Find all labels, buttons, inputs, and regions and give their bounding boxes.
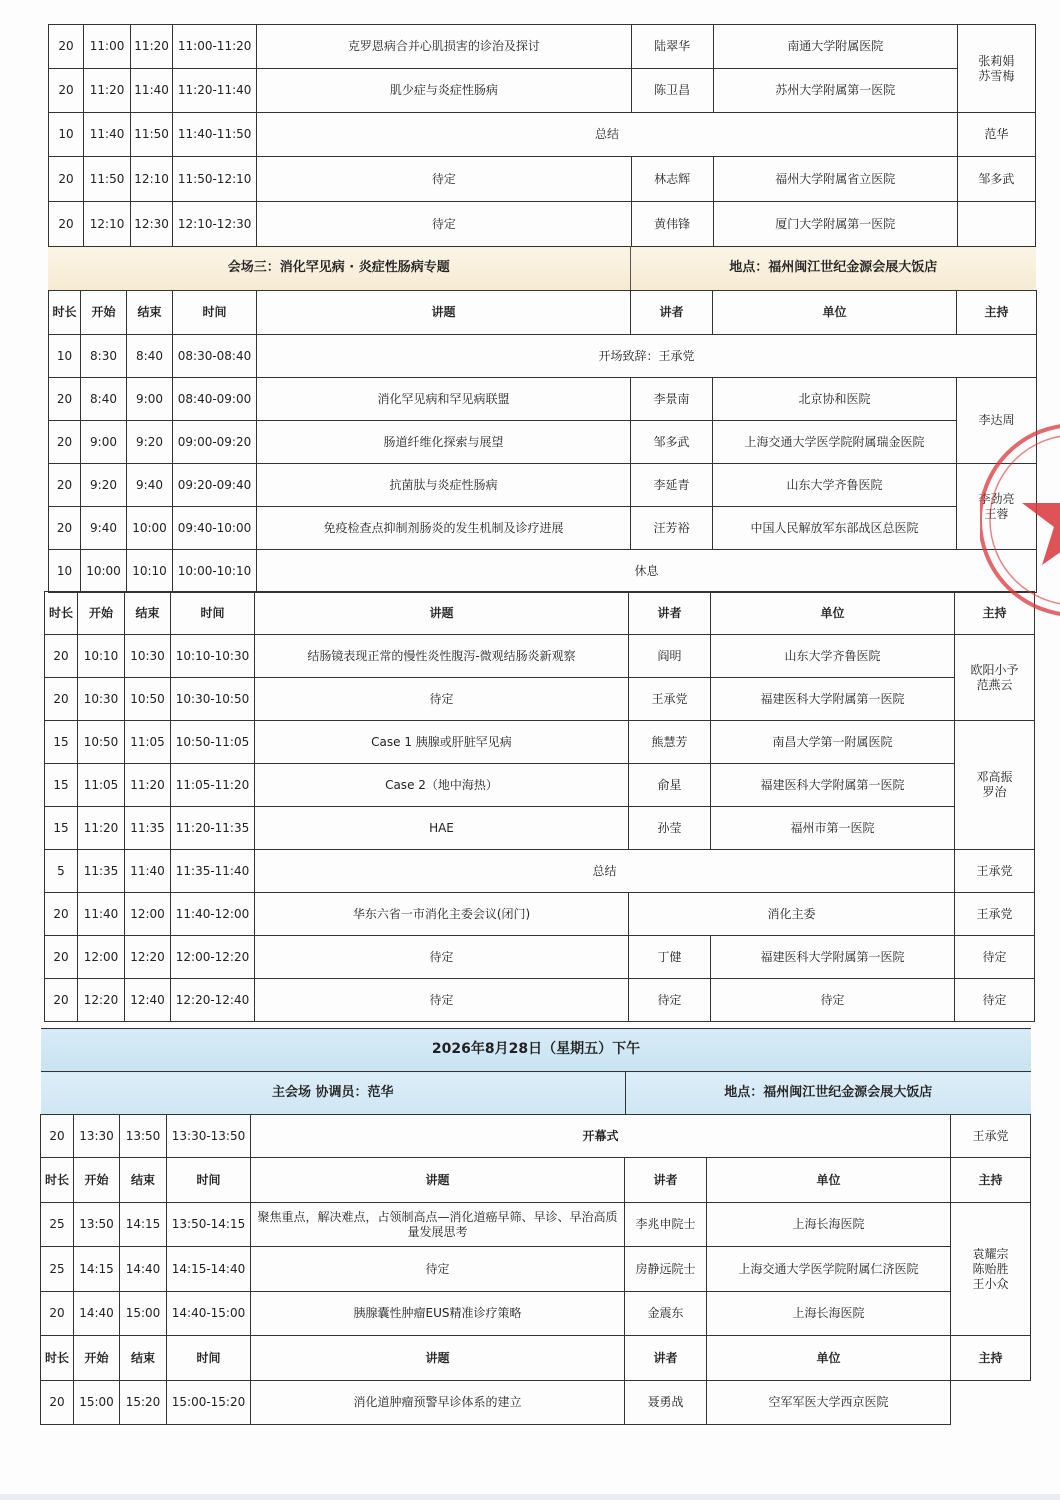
unit-cell: 山东大学齐鲁医院 bbox=[713, 464, 957, 507]
host-cell: 王承党 bbox=[951, 1115, 1031, 1158]
unit-cell: 福建医科大学附属第一医院 bbox=[711, 678, 955, 721]
unit-cell: 山东大学齐鲁医院 bbox=[711, 635, 955, 678]
speaker-cell: 李兆申院士 bbox=[625, 1203, 707, 1247]
unit-cell: 福建医科大学附属第一医院 bbox=[711, 936, 955, 979]
speaker-cell: 金震东 bbox=[625, 1292, 707, 1336]
table-row: 25 14:15 14:40 14:15-14:40 待定 房静远院士 上海交通大学医学院附属仁济医院 bbox=[41, 1247, 1031, 1292]
host-cell: 袁耀宗 陈贻胜 王小众 bbox=[951, 1203, 1031, 1336]
speaker-cell: 聂勇战 bbox=[625, 1381, 707, 1425]
table-row: 20 8:40 9:00 08:40-09:00 消化罕见病和罕见病联盟 李景南 北京协和医院 李达周 bbox=[49, 378, 1037, 421]
table-row: 10 8:30 8:40 08:30-08:40 开场致辞：王承党 bbox=[49, 335, 1037, 378]
schedule-table-morning-cont bbox=[48, 24, 1036, 247]
topic-cell: 免疫检查点抑制剂肠炎的发生机制及诊疗进展 bbox=[257, 507, 631, 550]
table-row: 20 14:40 15:00 14:40-15:00 胰腺囊性肿瘤EUS精准诊疗策略 金震东 上海长海医院 bbox=[41, 1292, 1031, 1336]
speaker-cell: 陆翠华 bbox=[631, 25, 713, 69]
table-row: 20 10:30 10:50 10:30-10:50 待定 王承党 福建医科大学附属第一医院 bbox=[45, 678, 1035, 721]
speaker-cell: 房静远院士 bbox=[625, 1247, 707, 1292]
main-session-title: 主会场 协调员：范华 bbox=[41, 1072, 625, 1115]
schedule-table-session-three-cont bbox=[44, 591, 1035, 1022]
topic-cell: 待定 bbox=[255, 678, 629, 721]
topic-cell: 结肠镜表现正常的慢性炎性腹泻-微观结肠炎新观察 bbox=[255, 635, 629, 678]
speaker-cell: 黄伟锋 bbox=[631, 202, 713, 247]
table-row: 15 11:05 11:20 11:05-11:20 Case 2（地中海热） 俞星 福建医科大学附属第一医院 bbox=[45, 764, 1035, 807]
table-row: 5 11:35 11:40 11:35-11:40 总结 王承党 bbox=[45, 850, 1035, 893]
host-cell: 王承党 bbox=[955, 893, 1035, 936]
table-header: 时长 开始 结束 时间 讲题 讲者 单位 主持 bbox=[45, 592, 1035, 635]
host-cell: 待定 bbox=[955, 936, 1035, 979]
speaker-cell: 丁健 bbox=[629, 936, 711, 979]
table-row: 15 10:50 11:05 10:50-11:05 Case 1 胰腺或肝脏罕见病 熊慧芳 南昌大学第一附属医院 邓高振 罗治 bbox=[45, 721, 1035, 764]
summary-cell: 总结 bbox=[255, 850, 955, 893]
unit-cell: 南昌大学第一附属医院 bbox=[711, 721, 955, 764]
day-banner bbox=[41, 1028, 1031, 1115]
speaker-cell: 熊慧芳 bbox=[629, 721, 711, 764]
topic-cell: HAE bbox=[255, 807, 629, 850]
speaker-cell: 孙莹 bbox=[629, 807, 711, 850]
opening-remarks: 开场致辞：王承党 bbox=[257, 335, 1037, 378]
unit-cell: 消化主委 bbox=[629, 893, 955, 936]
topic-cell: 消化罕见病和罕见病联盟 bbox=[257, 378, 631, 421]
table-row: 20 12:20 12:40 12:20-12:40 待定 待定 待定 待定 bbox=[45, 979, 1035, 1022]
unit-cell: 空军军医大学西京医院 bbox=[707, 1381, 951, 1425]
table-row: 20 11:20 11:40 11:20-11:40 肌少症与炎症性肠病 陈卫昌 苏州大学附属第一医院 bbox=[49, 69, 1036, 113]
session-three-header bbox=[48, 246, 1036, 291]
table-row: 20 11:00 11:20 11:00-11:20 克罗恩病合并心肌损害的诊治及探讨 陆翠华 南通大学附属医院 张莉娟 苏雪梅 bbox=[49, 25, 1036, 69]
host-cell: 待定 bbox=[955, 979, 1035, 1022]
topic-cell: 聚焦重点，解决难点，占领制高点—消化道癌早筛、早诊、早治高质量发展思考 bbox=[251, 1203, 625, 1247]
unit-cell: 福州市第一医院 bbox=[711, 807, 955, 850]
table-row: 20 11:50 12:10 11:50-12:10 待定 林志辉 福州大学附属省立医院 邹多武 bbox=[49, 157, 1036, 202]
host-cell: 王承党 bbox=[955, 850, 1035, 893]
summary-cell: 总结 bbox=[257, 113, 958, 157]
table-row: 20 13:30 13:50 13:30-13:50 开幕式 王承党 bbox=[41, 1115, 1031, 1158]
red-seal-stamp bbox=[980, 395, 1060, 645]
topic-cell: 待定 bbox=[255, 936, 629, 979]
unit-cell: 上海长海医院 bbox=[707, 1292, 951, 1336]
speaker-cell: 阎明 bbox=[629, 635, 711, 678]
host-cell bbox=[957, 202, 1035, 247]
topic-cell: 克罗恩病合并心肌损害的诊治及探讨 bbox=[257, 25, 631, 69]
speaker-cell: 陈卫昌 bbox=[631, 69, 713, 113]
topic-cell: 待定 bbox=[257, 157, 631, 202]
schedule-table-main-session bbox=[40, 1114, 1031, 1425]
unit-cell: 南通大学附属医院 bbox=[713, 25, 957, 69]
table-header: 时长 开始 结束 时间 讲题 讲者 单位 主持 bbox=[49, 291, 1037, 335]
topic-cell: 肌少症与炎症性肠病 bbox=[257, 69, 631, 113]
table-row: 10 10:00 10:10 10:00-10:10 休息 bbox=[49, 550, 1037, 593]
host-cell: 李劲亮 王蓉 bbox=[957, 464, 1037, 550]
unit-cell: 中国人民解放军东部战区总医院 bbox=[713, 507, 957, 550]
break-cell: 休息 bbox=[257, 550, 1037, 593]
speaker-cell: 林志辉 bbox=[631, 157, 713, 202]
table-row: 20 9:00 9:20 09:00-09:20 肠道纤维化探索与展望 邹多武 上海交通大学医学院附属瑞金医院 bbox=[49, 421, 1037, 464]
speaker-cell: 待定 bbox=[629, 979, 711, 1022]
topic-cell: 抗菌肽与炎症性肠病 bbox=[257, 464, 631, 507]
unit-cell: 上海交通大学医学院附属仁济医院 bbox=[707, 1247, 951, 1292]
session-location: 地点：福州闽江世纪金源会展大饭店 bbox=[630, 247, 1036, 291]
unit-cell: 待定 bbox=[711, 979, 955, 1022]
speaker-cell: 邹多武 bbox=[631, 421, 713, 464]
host-cell: 范华 bbox=[957, 113, 1035, 157]
host-cell bbox=[951, 1381, 1031, 1425]
speaker-cell: 李景南 bbox=[631, 378, 713, 421]
unit-cell: 北京协和医院 bbox=[713, 378, 957, 421]
table-row: 25 13:50 14:15 13:50-14:15 聚焦重点，解决难点，占领制高点—消化道癌早筛、早诊、早治高质量发展思考 李兆申院士 上海长海医院 袁耀宗 陈贻胜 王小众 bbox=[41, 1203, 1031, 1247]
unit-cell: 苏州大学附属第一医院 bbox=[713, 69, 957, 113]
speaker-cell: 俞星 bbox=[629, 764, 711, 807]
topic-cell: 待定 bbox=[251, 1247, 625, 1292]
host-cell: 张莉娟 苏雪梅 bbox=[957, 25, 1035, 113]
topic-cell: 消化道肿瘤预警早诊体系的建立 bbox=[251, 1381, 625, 1425]
topic-cell: 待定 bbox=[257, 202, 631, 247]
unit-cell: 上海长海医院 bbox=[707, 1203, 951, 1247]
session-title: 会场三：消化罕见病 · 炎症性肠病专题 bbox=[48, 247, 630, 291]
host-cell: 邓高振 罗治 bbox=[955, 721, 1035, 850]
topic-cell: Case 2（地中海热） bbox=[255, 764, 629, 807]
speaker-cell: 汪芳裕 bbox=[631, 507, 713, 550]
table-header: 时长 开始 结束 时间 讲题 讲者 单位 主持 bbox=[41, 1336, 1031, 1381]
topic-cell: 待定 bbox=[255, 979, 629, 1022]
table-row: 15 11:20 11:35 11:20-11:35 HAE 孙莹 福州市第一医院 bbox=[45, 807, 1035, 850]
unit-cell: 上海交通大学医学院附属瑞金医院 bbox=[713, 421, 957, 464]
schedule-table-session-three bbox=[48, 290, 1037, 593]
host-cell: 李达周 bbox=[957, 378, 1037, 464]
topic-cell: 肠道纤维化探索与展望 bbox=[257, 421, 631, 464]
table-row: 10 11:40 11:50 11:40-11:50 总结 范华 bbox=[49, 113, 1036, 157]
speaker-cell: 李延青 bbox=[631, 464, 713, 507]
topic-cell: 华东六省一市消化主委会议(闭门) bbox=[255, 893, 629, 936]
table-row: 20 15:00 15:20 15:00-15:20 消化道肿瘤预警早诊体系的建立 聂勇战 空军军医大学西京医院 bbox=[41, 1381, 1031, 1425]
topic-cell: 胰腺囊性肿瘤EUS精准诊疗策略 bbox=[251, 1292, 625, 1336]
unit-cell: 福州大学附属省立医院 bbox=[713, 157, 957, 202]
unit-cell: 福建医科大学附属第一医院 bbox=[711, 764, 955, 807]
table-header: 时长 开始 结束 时间 讲题 讲者 单位 主持 bbox=[41, 1158, 1031, 1203]
table-row: 20 12:00 12:20 12:00-12:20 待定 丁健 福建医科大学附属第一医院 待定 bbox=[45, 936, 1035, 979]
table-row: 20 9:40 10:00 09:40-10:00 免疫检查点抑制剂肠炎的发生机制及诊疗进展 汪芳裕 中国人民解放军东部战区总医院 bbox=[49, 507, 1037, 550]
table-row: 20 12:10 12:30 12:10-12:30 待定 黄伟锋 厦门大学附属第一医院 bbox=[49, 202, 1036, 247]
unit-cell: 厦门大学附属第一医院 bbox=[713, 202, 957, 247]
table-row: 20 9:20 9:40 09:20-09:40 抗菌肽与炎症性肠病 李延青 山东大学齐鲁医院 李劲亮 王蓉 bbox=[49, 464, 1037, 507]
topic-cell: Case 1 胰腺或肝脏罕见病 bbox=[255, 721, 629, 764]
scan-edge bbox=[0, 1494, 1060, 1500]
opening-ceremony: 开幕式 bbox=[251, 1115, 951, 1158]
table-row: 20 11:40 12:00 11:40-12:00 华东六省一市消化主委会议(闭门) 消化主委 王承党 bbox=[45, 893, 1035, 936]
host-cell: 欧阳小予 范燕云 bbox=[955, 635, 1035, 721]
main-session-location: 地点：福州闽江世纪金源会展大饭店 bbox=[625, 1072, 1031, 1115]
day-title: 2026年8月28日（星期五）下午 bbox=[41, 1029, 1031, 1072]
table-row: 20 10:10 10:30 10:10-10:30 结肠镜表现正常的慢性炎性腹泻-微观结肠炎新观察 阎明 山东大学齐鲁医院 欧阳小予 范燕云 bbox=[45, 635, 1035, 678]
host-cell: 邹多武 bbox=[957, 157, 1035, 202]
speaker-cell: 王承党 bbox=[629, 678, 711, 721]
